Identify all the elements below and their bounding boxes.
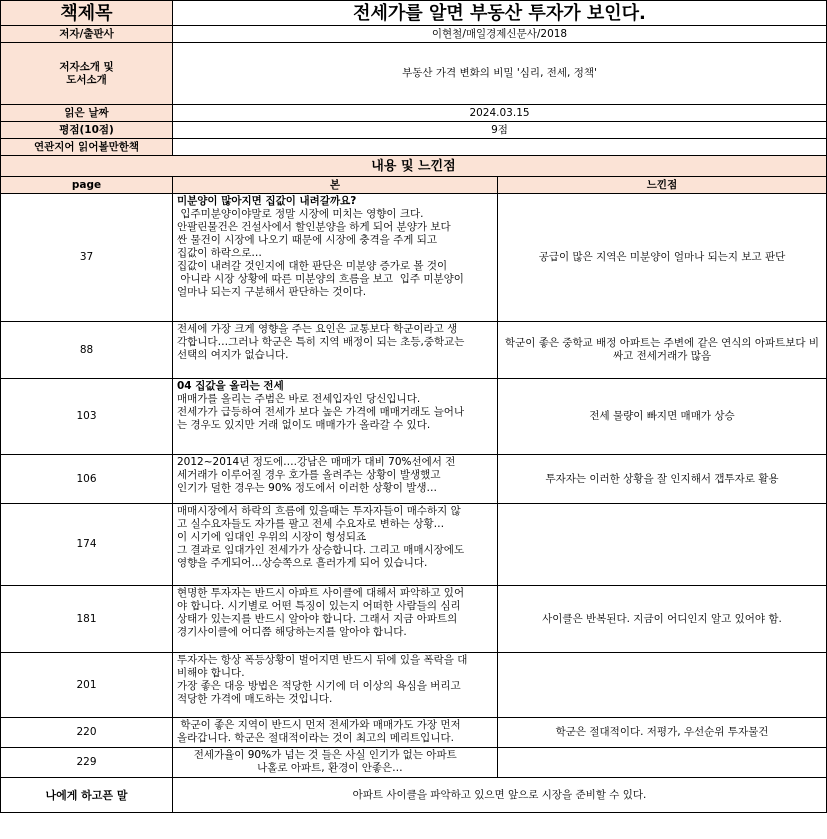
excerpt-line: 안팔린물건은 건설사에서 할인분양을 하게 되어 분양가 보다	[177, 221, 451, 233]
excerpt-line: 가장 좋은 대응 방법은 적당한 시기에 더 이상의 욕심을 버리고	[177, 680, 461, 692]
excerpt-line: 야 합니다. 시기별로 어떤 특징이 있는지 어떠한 사람들의 심리	[177, 600, 461, 612]
reflection-note: 투자자는 이러한 상황을 잘 인지해서 갭투자로 활용	[498, 455, 827, 504]
excerpt-line: 적당한 가격에 매도하는 것입니다.	[177, 693, 333, 705]
body-excerpt	[173, 194, 498, 322]
page-number: 88	[1, 322, 173, 379]
excerpt-line: 전세가율이 90%가 넘는 것 들은 사실 인기가 없는 아파트	[177, 749, 457, 761]
content-row	[1, 379, 827, 455]
excerpt-heading: 04 집값을 올리는 전세	[177, 380, 284, 392]
column-header-body: 본	[173, 177, 498, 194]
intro-label	[1, 43, 173, 105]
excerpt-line: 얼마나 되는지 구분해서 판단하는 것이다.	[177, 286, 367, 298]
author-value: 이현철/매일경제신문사/2018	[173, 26, 827, 43]
excerpt-line: 학군이 좋은 지역이 반드시 먼저 전세가와 매매가도 가장 먼저	[177, 719, 461, 731]
body-excerpt	[173, 653, 498, 718]
footer-row	[1, 778, 827, 813]
page-number: 174	[1, 504, 173, 586]
rating-value: 9점	[173, 122, 827, 139]
excerpt-heading: 미분양이 많아지면 집값이 내려갈까요?	[177, 195, 357, 207]
excerpt-line: 비해야 합니다.	[177, 667, 245, 679]
intro-label-line-2: 도서소개	[66, 73, 107, 86]
excerpt-line: 는 경우도 있지만 거래 없이도 매매가가 올라갈 수 있다.	[177, 419, 431, 431]
excerpt-line: 현명한 투자자는 반드시 아파트 사이클에 대해서 파악하고 있어	[177, 587, 465, 599]
page-number: 220	[1, 718, 173, 748]
content-row	[1, 653, 827, 718]
date-label: 읽은 날짜	[1, 105, 173, 122]
column-header-page: page	[1, 177, 173, 194]
reflection-note	[498, 504, 827, 586]
section-title: 내용 및 느낀점	[1, 156, 827, 177]
column-header-notes: 느낀점	[498, 177, 827, 194]
content-row	[1, 748, 827, 778]
excerpt-line: 2012~2014년 정도에….강남은 매매가 대비 70%선에서 전	[177, 456, 456, 468]
excerpt-line: 아니라 시장 상황에 따른 미분양의 흐름을 보고 입주 미분양이	[177, 273, 464, 285]
content-row	[1, 194, 827, 322]
excerpt-line: 그 결과로 임대가인 전세가가 상승합니다. 그리고 매매시장에도	[177, 544, 465, 556]
body-excerpt	[173, 379, 498, 455]
page-number: 37	[1, 194, 173, 322]
excerpt-line: 경기사이클에 어디쯤 해당하는지를 알아야 합니다.	[177, 626, 407, 638]
excerpt-line: 전세가가 급등하여 전세가 보다 높은 가격에 매매거래도 늘어나	[177, 406, 465, 418]
intro-value: 부동산 가격 변화의 비밀 '심리, 전세, 정책'	[173, 43, 827, 105]
page-number: 181	[1, 586, 173, 653]
excerpt-line: 전세에 가장 크게 영향을 주는 요인은 교통보다 학군이라고 생	[177, 323, 458, 335]
content-row	[1, 322, 827, 379]
body-excerpt	[173, 748, 498, 778]
excerpt-line: 선택의 여지가 없습니다.	[177, 349, 289, 361]
page-number: 103	[1, 379, 173, 455]
excerpt-line: 투자자는 항상 폭등상황이 벌어지면 반드시 뒤에 있을 폭락을 대	[177, 654, 468, 666]
reflection-note: 학군이 좋은 중학교 배정 아파트는 주변에 같은 연식의 아파트보다 비싸고 전세거래가 많음	[498, 322, 827, 379]
body-excerpt	[173, 504, 498, 586]
closing-message: 아파트 사이클을 파악하고 있으면 앞으로 시장을 준비할 수 있다.	[173, 778, 827, 813]
body-excerpt	[173, 718, 498, 748]
excerpt-line: 집값이 내려갈 것인지에 대한 판단은 미분양 증가로 볼 것이	[177, 260, 448, 272]
page-number: 201	[1, 653, 173, 718]
excerpt-line: 매매시장에서 하락의 흐름에 있을때는 투자자들이 매수하지 않	[177, 505, 461, 517]
reflection-note: 공급이 많은 지역은 미분양이 얼마나 되는지 보고 판단	[498, 194, 827, 322]
author-label: 저자/출판사	[1, 26, 173, 43]
content-row	[1, 504, 827, 586]
excerpt-line: 고 실수요자들도 자가를 팔고 전세 수요자로 변하는 상황…	[177, 518, 445, 530]
excerpt-line: 세거래가 이루어질 경우 호가를 올려주는 상황이 발생했고	[177, 469, 441, 481]
reflection-note	[498, 748, 827, 778]
excerpt-line: 상태가 있는지를 반드시 알아야 합니다. 그래서 지금 아파트의	[177, 613, 458, 625]
excerpt-line: 매매가를 올리는 주범은 바로 전세입자인 당신입니다.	[177, 393, 421, 405]
excerpt-line: 영향을 주게되어…상승쪽으로 흘러가게 되어 있습니다.	[177, 557, 428, 569]
rating-label: 평점(10점)	[1, 122, 173, 139]
book-title-label: 책제목	[1, 1, 173, 26]
content-row	[1, 586, 827, 653]
related-books-label: 연관지어 읽어볼만한책	[1, 139, 173, 156]
reflection-note: 학군은 절대적이다. 저평가, 우선순위 투자물건	[498, 718, 827, 748]
reflection-note: 사이클은 반복된다. 지금이 어디인지 알고 있어야 함.	[498, 586, 827, 653]
excerpt-line: 인기가 덜한 경우는 90% 정도에서 이러한 상황이 발생…	[177, 482, 438, 494]
excerpt-line: 올라갑니다. 학군은 절대적이라는 것이 최고의 메리트입니다.	[177, 732, 454, 744]
book-title: 전세가를 알면 부동산 투자가 보인다.	[173, 1, 827, 26]
date-value: 2024.03.15	[173, 105, 827, 122]
excerpt-line: 싼 물건이 시장에 나오기 때문에 시장에 충격을 주게 되고	[177, 234, 437, 246]
intro-label-line-1: 저자소개 및	[59, 60, 114, 73]
excerpt-line: 각합니다…그러나 학군은 특히 지역 배정이 되는 초등,중학교는	[177, 336, 465, 348]
excerpt-line: 이 시기에 임대인 우위의 시장이 형성되죠	[177, 531, 367, 543]
body-excerpt	[173, 586, 498, 653]
body-excerpt	[173, 455, 498, 504]
excerpt-line: 나홀로 아파트, 환경이 안좋은…	[177, 762, 403, 774]
excerpt-line: 집값이 하락으로…	[177, 247, 262, 259]
page-number: 229	[1, 748, 173, 778]
reflection-note	[498, 653, 827, 718]
body-excerpt	[173, 322, 498, 379]
related-books-value	[173, 139, 827, 156]
reflection-note: 전세 물량이 빠지면 매매가 상승	[498, 379, 827, 455]
content-row	[1, 718, 827, 748]
page-number: 106	[1, 455, 173, 504]
closing-message-label: 나에게 하고픈 말	[1, 778, 173, 813]
content-row	[1, 455, 827, 504]
excerpt-line: 입주미분양이야말로 정말 시장에 미치는 영향이 크다.	[177, 208, 424, 220]
